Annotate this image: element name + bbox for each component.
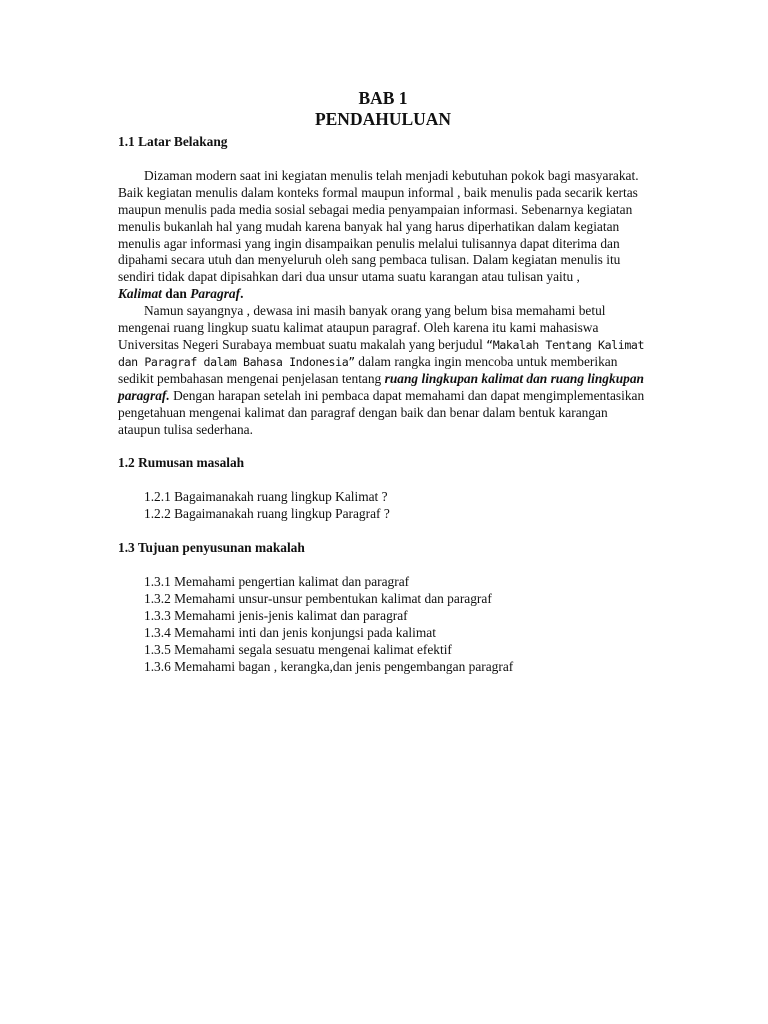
list-item: 1.3.1 Memahami pengertian kalimat dan paragraf	[144, 574, 410, 590]
list-item: 1.3.6 Memahami bagan , kerangka,dan jenis pengembangan paragraf	[144, 658, 514, 674]
paragraph-text: Dizaman modern saat ini kegiatan menulis telah menjadi kebutuhan pokok bagi masyarakat. Baik kegiatan menulis dalam konteks formal maupun informal , baik menulis pada secarik kertas maupun menulis pada media sosial sebagai media penyampaian informasi. Sebenarnya kegiatan menulis bukanlah hal yang mudah karena banyak hal yang harus diperhatikan dalam kegiatan menulis agar informasi yang ingin disampaikan penulis melalui tulisannya dapat diterima dan dipahami secara utuh dan menyeluruh oleh sang pembaca tulisan. Dalam kegiatan menulis itu sendiri tidak dapat dipisahkan dari dua unsur utama suatu karangan atau tulisan yaitu ,	[118, 167, 639, 285]
tujuan-list	[118, 574, 648, 675]
section-heading-tujuan: 1.3 Tujuan penyusunan makalah	[118, 540, 305, 556]
chapter-number: BAB 1	[358, 88, 408, 108]
list-item: 1.3.2 Memahami unsur-unsur pembentukan kalimat dan paragraf	[144, 590, 492, 606]
list-item: 1.3.5 Memahami segala sesuatu mengenai kalimat efektif	[144, 641, 452, 657]
paragraph-text-middle: dalam rangka ingin mencoba untuk memberikan sedikit pembahasan mengenai penjelasan tentang	[118, 353, 618, 386]
paragraph-text: Namun sayangnya , dewasa ini masih banyak orang yang belum bisa memahami betul mengenai ruang lingkup suatu kalimat ataupun paragraf. Oleh karena itu kami mahasiswa Universitas Negeri Surabaya membuat suatu makalah yang berjudul	[118, 303, 606, 352]
chapter-heading	[118, 88, 648, 130]
paragraph-text-after: Dengan harapan setelah ini pembaca dapat memahami dan dapat mengimplementasikan pengetahuan mengenai kalimat dan paragraf dengan baik dan benar dalam bentuk karangan ataupun tulisa sederhana.	[118, 387, 645, 437]
term-kalimat: Kalimat	[118, 286, 162, 302]
quoted-title: “Makalah Tentang Kalimat dan Paragraf dalam Bahasa Indonesia”	[118, 337, 645, 369]
list-item: 1.3.3 Memahami jenis-jenis kalimat dan paragraf	[144, 607, 408, 623]
list-item: 1.3.4 Memahami inti dan jenis konjungsi pada kalimat	[144, 624, 436, 640]
paragraph-latar-belakang-1	[118, 168, 648, 303]
term-paragraf: Paragraf	[190, 286, 241, 302]
list-item: 1.2.1 Bagaimanakah ruang lingkup Kalimat ?	[144, 489, 388, 505]
list-item: 1.2.2 Bagaimanakah ruang lingkup Paragraf ?	[144, 506, 390, 522]
paragraph-latar-belakang-2	[118, 303, 648, 438]
term-period: .	[240, 286, 244, 302]
section-heading-rumusan-masalah: 1.2 Rumusan masalah	[118, 455, 245, 471]
section-heading-latar-belakang: 1.1 Latar Belakang	[118, 134, 228, 149]
term-connector: dan	[165, 286, 187, 302]
rumusan-masalah-list	[118, 489, 648, 523]
emphasis-text: ruang lingkupan kalimat dan ruang lingkupan paragraf.	[118, 370, 644, 403]
chapter-title: PENDAHULUAN	[314, 109, 452, 129]
